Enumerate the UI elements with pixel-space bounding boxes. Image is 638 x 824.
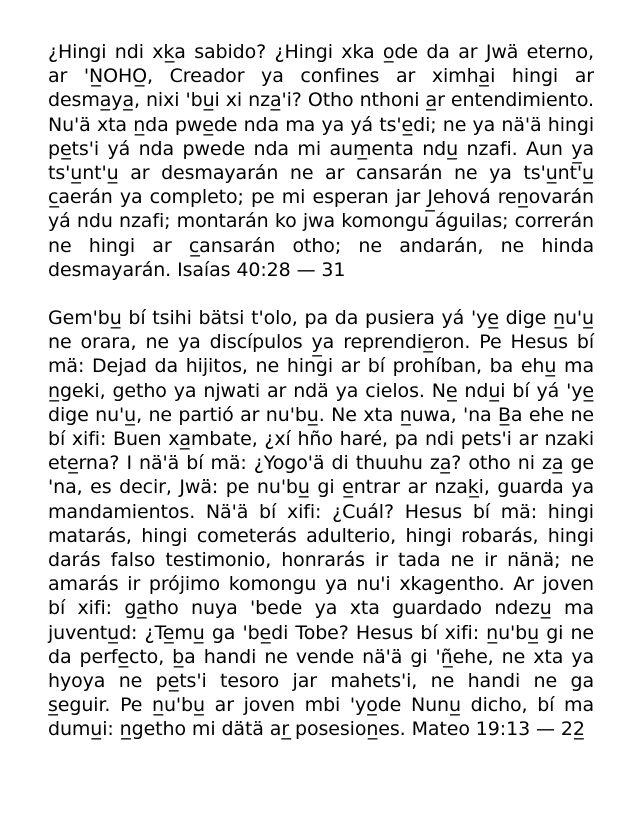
isaiah-paragraph: ¿Hingi ndi xk̲a sabido? ¿Hingi xka o̲de da ar Jwä eterno, ar 'N̲OHO̲, Creador ya confines ar ximha̲i hingi ar desma̲ya̲, nixi 'bu̲i xi nza̲'i? Otho nthoni a̲r entendimiento. Nu'ä xta n̲da pwe̲de nda ma ya yá ts'e̲di; ne ya nä'ä hingi pe̲ts'i yá nda pwede nda mi aum̲enta ndu̲ nzafi. Aun y̲a ts'u̲nt'u̲ ar desmayarán ne ar cansarán ne ya ts'u̲nt'u̲ c̲aerán ya completo; pe mi esperan jar J̲ehová ren̲ovarán yá ndu nzafi; montarán ko jwa komongu águilas; correrán ne hingi ar c̲ansarán otho; ne andarán, ne hinda desmayarán. Isaías 40:28 — 31	[48, 41, 594, 281]
document-page	[48, 40, 594, 742]
matthew-paragraph: Gem'bu̲ bí tsihi bätsi t'olo, pa da pusiera yá 'ye̲ dige n̲u'u̲ ne orara, ne ya discípulos y̲a reprendie̲ron. Pe Hesus bí mä: Dejad da hijitos, ne hingi ar bí prohíban, ba ehu̲ ma n̲geki, getho ya njwati ar ndä ya cielos. Ne̲ ndu̲i bí yá 'ye̲ dige nu'u̲, ne partió ar nu'bu̲. Ne xta n̲uwa, 'na B̲a ehe ne bí xifi: Buen xa̲mbate, ¿xí hño haré, pa ndi pets'i ar nzaki ete̲rna? I nä'ä bí mä: ¿Yogo'ä di thuuhu za̲? otho ni za̲ ge 'na, es decir, Jwä: pe nu'bu̲ gi e̲ntrar ar nzak̲i, guarda ya mandamientos. Nä'ä bí xifi: ¿Cuál? Hesus bí mä: hingi matarás, hingi cometerás adulterio, hingi robarás, hingi darás falso testimonio, honrarás ir tada ne ir nänä; ne amarás ir prójimo komongu ya nu'i xkagentho. Ar joven bí xifi: ga̲tho nuya 'bede ya xta guardado ndezu̲ ma juventu̲d: ¿Te̲mu̲ ga 'be̲di Tobe? Hesus bí xifi: n̲u'bu̲ gi ne da perfe̲cto, b̲a handi ne vende nä'ä gi 'ñ̲ehe, ne xta ya hyoya ne pe̲ts'i tesoro jar mahets'i, ne handi ne ga s̲eguir. Pe n̲u'bu̲ ar joven mbi 'yo̲de Nunu̲ dicho, bí ma dumu̲i: n̲getho mi dätä ar̲ posesion̲es. Mateo 19:13 — 22̲	[48, 307, 594, 741]
